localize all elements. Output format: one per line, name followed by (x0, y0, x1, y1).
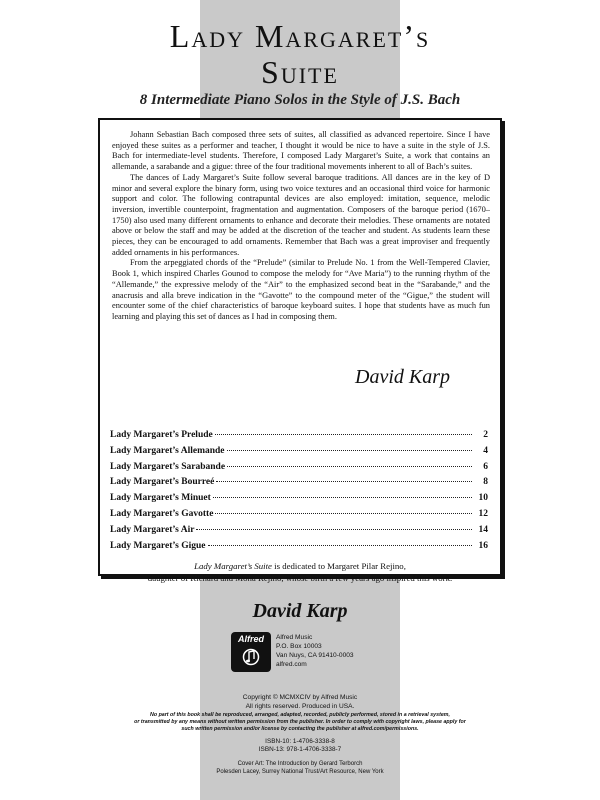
cover-art-credit (0, 760, 600, 776)
publisher-web[interactable]: alfred.com (276, 661, 307, 668)
toc-row[interactable] (110, 493, 488, 509)
copyright-line-1: Copyright © MCMXCIV by Alfred Music (242, 694, 358, 701)
toc-leader (215, 434, 472, 435)
legal-line-3: such written permission and/or license by contacting the publisher at alfred.com/permissions. (181, 726, 419, 732)
toc-title: Lady Margaret’s Gavotte (110, 508, 214, 519)
publisher-address (276, 633, 354, 669)
toc-row[interactable] (110, 446, 488, 462)
dedication-work-title: Lady Margaret’s Suite (194, 561, 272, 571)
intro-text (112, 130, 490, 323)
isbn (0, 738, 600, 755)
cover-art-line-2: Polesden Lacey, Surrey National Trust/Art Resource, New York (216, 769, 384, 776)
dedication-line-1 (100, 560, 500, 572)
dedication-line-1-rest: is dedicated to Margaret Pilar Rejino, (271, 561, 406, 571)
intro-paragraph-3: From the arpeggiated chords of the “Prelude” (similar to Prelude No. 1 from the Well-Tempered Clavier, Book 1, which inspired Charles Gounod to compose the melody for “Ave Maria”) to the running rhythm of the “Allemande,” the expressive melody of the “Air” to the emphasized second beat in the “Sarabande,” and the anacrusis and alla breve indication in the “Gavotte” to the compound meter of the “Gigue,” the student will encounter some of the chief characteristics of baroque keyboard suites. I hope that students have as much fun learning and playing this set of dances as I had in composing them. (112, 258, 490, 321)
signature: David Karp (355, 366, 450, 388)
intro-box (98, 118, 502, 583)
toc-page: 2 (483, 430, 488, 440)
title-line-1: Lady Margaret’s (169, 18, 431, 54)
toc-page: 6 (483, 461, 488, 472)
toc-row[interactable] (110, 462, 488, 478)
toc-title: Lady Margaret’s Gigue (110, 540, 206, 551)
intro-paragraph-1: Johann Sebastian Bach composed three sets of suites, all classified as advanced repertoire. Since I have enjoyed these suites as a performer and teacher, I thought it would be nice to have a suite in the style of J.S. Bach for intermediate-level students. Therefore, I composed Lady Margaret’s Suite, a work that contains an allemande, a sarabande and a gigue: three of the four traditional movements inherent to all of Bach’s suites. (112, 130, 490, 172)
publisher-city: Van Nuys, CA 91410-0003 (276, 652, 354, 659)
toc-page: 16 (478, 540, 488, 551)
toc-leader (216, 481, 472, 482)
toc-title: Lady Margaret’s Air (110, 524, 195, 535)
music-note-icon (242, 647, 260, 667)
legal-line-1: No part of this book shall be reproduced, arranged, adapted, recorded, publicly performed, stored in a retrieval system, (150, 712, 450, 718)
page-title (0, 18, 600, 90)
toc-leader (227, 466, 472, 467)
cover-art-line-1: Cover Art: The Introduction by Gerard Terborch (237, 761, 363, 767)
title-line-2: Suite (261, 54, 339, 90)
toc-page: 8 (483, 477, 488, 488)
toc-row[interactable] (110, 477, 488, 493)
toc-title: Lady Margaret’s Minuet (110, 493, 211, 504)
logo-wordmark: Alfred (237, 634, 264, 644)
toc-leader (208, 545, 472, 546)
isbn-13: ISBN-13: 978-1-4706-3338-7 (258, 746, 342, 754)
toc-page: 10 (478, 493, 488, 504)
copyright (0, 694, 600, 711)
table-of-contents (110, 430, 488, 556)
copyright-line-2: All rights reserved. Produced in USA. (245, 702, 355, 710)
toc-page: 4 (483, 445, 488, 456)
toc-title: Lady Margaret’s Bourreé (110, 477, 215, 488)
toc-page: 12 (478, 508, 488, 519)
toc-row[interactable] (110, 509, 488, 525)
isbn-10: ISBN-10: 1-4706-3338-8 (265, 738, 335, 745)
toc-row[interactable] (110, 541, 488, 557)
toc-page: 14 (478, 524, 488, 535)
publisher-name: Alfred Music (276, 634, 313, 641)
toc-leader (227, 450, 472, 451)
legal-line-2: or transmitted by any means without written permission from the publisher. In order to comply with copyright laws, please apply for (134, 719, 466, 725)
toc-row[interactable] (110, 525, 488, 541)
toc-title: Lady Margaret’s Allemande (110, 445, 225, 456)
toc-title: Lady Margaret’s Prelude (110, 430, 213, 440)
toc-title: Lady Margaret’s Sarabande (110, 461, 226, 472)
intro-paragraph-2: The dances of Lady Margaret’s Suite follow several baroque traditions. All dances are in the key of D minor and several explore the binary form, using two voice textures and an occasional third voice for harmonic support and color. The following contrapuntal devices are also employed: imitation, sequence, melodic inversion, invertible counterpoint, fragmentation and augmentation. Composers of the baroque period (1670–1750) also used many different ornaments to enhance and decorate their melodies. These ornaments are notated above or below the staff and may be added at the discretion of the teacher and student. As students learn these pieces, they can be encouraged to add ornaments. Remember that Bach was a great improviser and frequently added ornaments in his performances. (112, 172, 490, 257)
author-name: David Karp (252, 600, 348, 622)
toc-leader (215, 513, 472, 514)
toc-leader (196, 529, 472, 530)
toc-leader (213, 497, 472, 498)
dedication-line-2: daughter of Richard and Mona Rejino, whose birth a few years ago inspired this work. (147, 573, 453, 583)
alfred-logo (231, 632, 271, 672)
toc-row[interactable] (110, 430, 488, 446)
legal-notice (50, 712, 550, 733)
publisher-box: P.O. Box 10003 (276, 643, 322, 650)
dedication (100, 560, 500, 584)
subtitle: 8 Intermediate Piano Solos in the Style of J.S. Bach (139, 92, 461, 108)
